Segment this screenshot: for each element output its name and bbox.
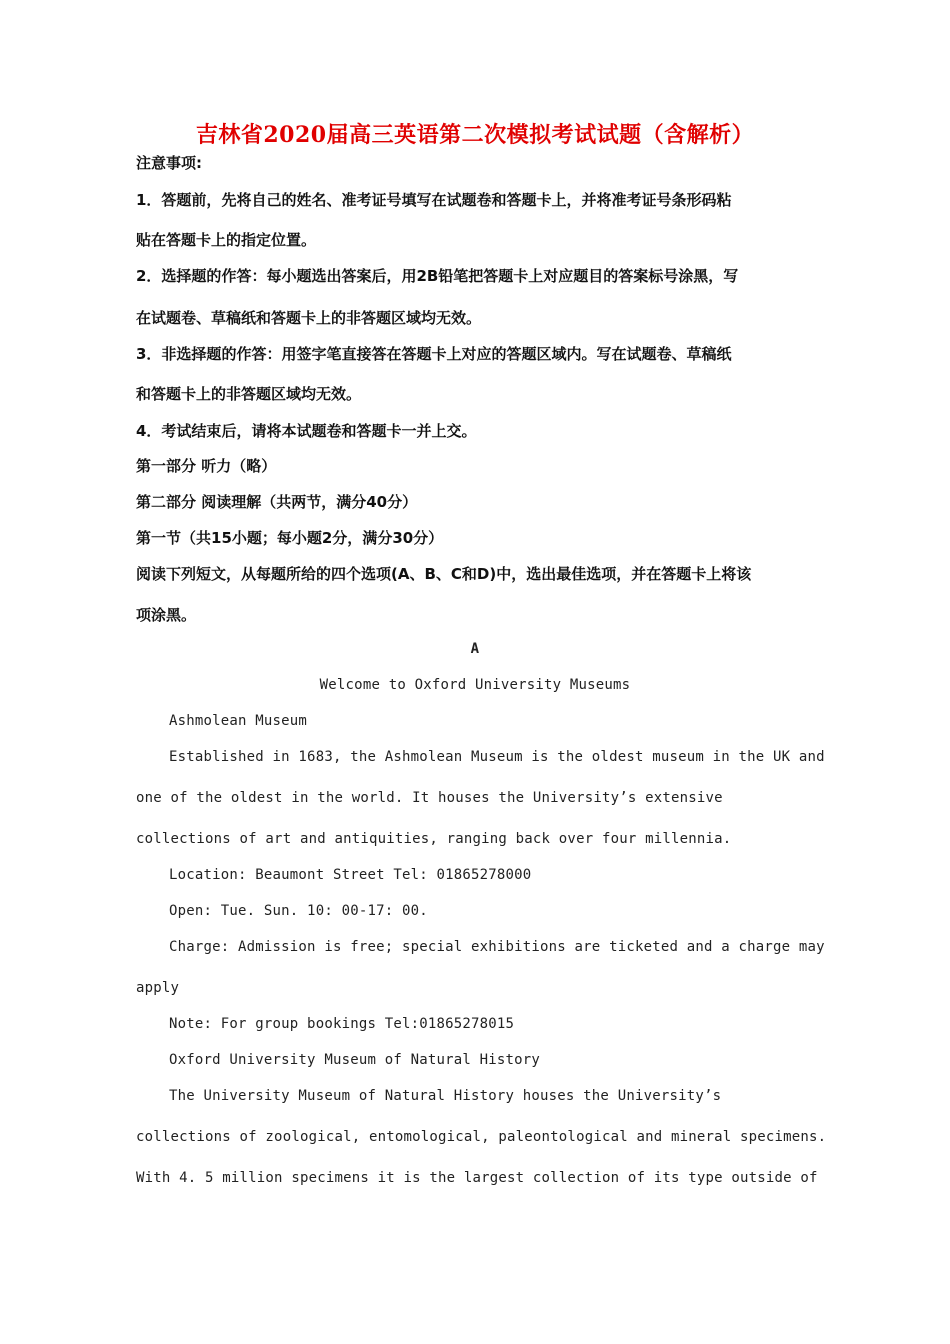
museum-1-open: Open: Tue. Sun. 10: 00-17: 00.	[169, 903, 428, 919]
museum-1-text-line-3: collections of art and antiquities, ranging back over four millennia.	[136, 831, 732, 847]
museum-2-text-line-3: With 4. 5 million specimens it is the largest collection of its type outside of	[136, 1170, 818, 1186]
notice-item-3-line-1: 3．非选择题的作答：用签字笔直接答在答题卡上对应的答题区域内。写在试题卷、草稿纸	[136, 345, 732, 363]
notice-item-4: 4．考试结束后，请将本试题卷和答题卡一并上交。	[136, 422, 477, 440]
museum-1-text-line-1: Established in 1683, the Ashmolean Museum is the oldest museum in the UK and	[169, 749, 825, 765]
section-one-heading: 第一节（共15小题；每小题2分，满分30分）	[136, 529, 444, 547]
notice-item-2-line-1: 2．选择题的作答：每小题选出答案后，用2B铅笔把答题卡上对应题目的答案标号涂黑，写	[136, 267, 739, 285]
museum-2-text-line-2: collections of zoological, entomological, paleontological and mineral specimens.	[136, 1129, 827, 1145]
museum-1-note: Note: For group bookings Tel:01865278015	[169, 1016, 515, 1032]
notice-item-3-line-2: 和答题卡上的非答题区域均无效。	[136, 385, 362, 403]
notice-item-1-line-2: 贴在答题卡上的指定位置。	[136, 231, 317, 249]
museum-2-text-line-1: The University Museum of Natural History houses the University’s	[169, 1088, 722, 1104]
museum-1-text-line-2: one of the oldest in the world. It houses the University’s extensive	[136, 790, 723, 806]
museum-2-name: Oxford University Museum of Natural History	[169, 1052, 541, 1068]
notice-item-1-line-1: 1．答题前，先将自己的姓名、准考证号填写在试题卷和答题卡上，并将准考证号条形码粘	[136, 191, 732, 209]
museum-1-location: Location: Beaumont Street Tel: 01865278000	[169, 867, 532, 883]
part-two-heading: 第二部分 阅读理解（共两节，满分40分）	[136, 493, 418, 511]
document-title: 吉林省2020届高三英语第二次模拟考试试题（含解析）	[195, 122, 755, 148]
part-one-heading: 第一部分 听力（略）	[136, 457, 277, 475]
passage-label: A	[470, 641, 480, 657]
passage-heading: Welcome to Oxford University Museums	[319, 677, 631, 693]
instructions-line-1: 阅读下列短文，从每题所给的四个选项(A、B、C和D)中，选出最佳选项，并在答题卡上将该	[136, 565, 752, 583]
instructions-line-2: 项涂黑。	[136, 606, 197, 624]
museum-1-charge-line-2: apply	[136, 980, 180, 996]
notice-item-2-line-2: 在试题卷、草稿纸和答题卡上的非答题区域均无效。	[136, 309, 482, 327]
notice-heading: 注意事项:	[136, 154, 202, 172]
museum-1-charge-line-1: Charge: Admission is free; special exhibitions are ticketed and a charge may	[169, 939, 825, 955]
museum-1-name: Ashmolean Museum	[169, 713, 308, 729]
